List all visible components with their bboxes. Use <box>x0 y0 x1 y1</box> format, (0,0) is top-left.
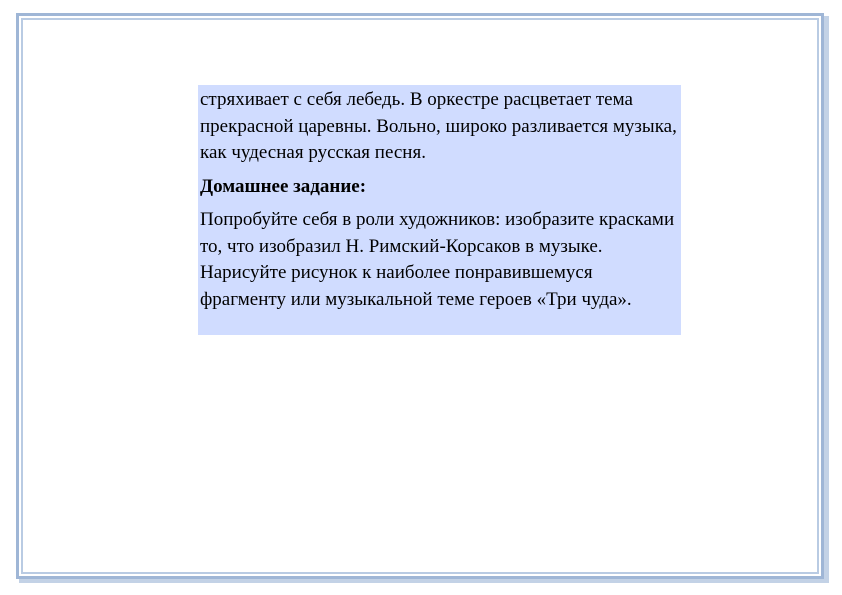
frame-shadow-bottom <box>19 579 829 583</box>
homework-paragraph: Попробуйте себя в роли художников: изобразите красками то, что изобразил Н. Римский-Корсаков в музыке. Нарисуйте рисунок к наиболее понравившемуся фрагменту или музыкальной теме героев «Три чуда». <box>200 209 675 310</box>
frame-shadow-right <box>824 16 829 582</box>
story-paragraph: стряхивает с себя лебедь. В оркестре расцветает тема прекрасной царевны. Вольно, широко разливается музыка, как чудесная русская песня. <box>200 89 677 163</box>
text-box <box>198 85 681 335</box>
homework-heading: Домашнее задание: <box>200 175 367 197</box>
